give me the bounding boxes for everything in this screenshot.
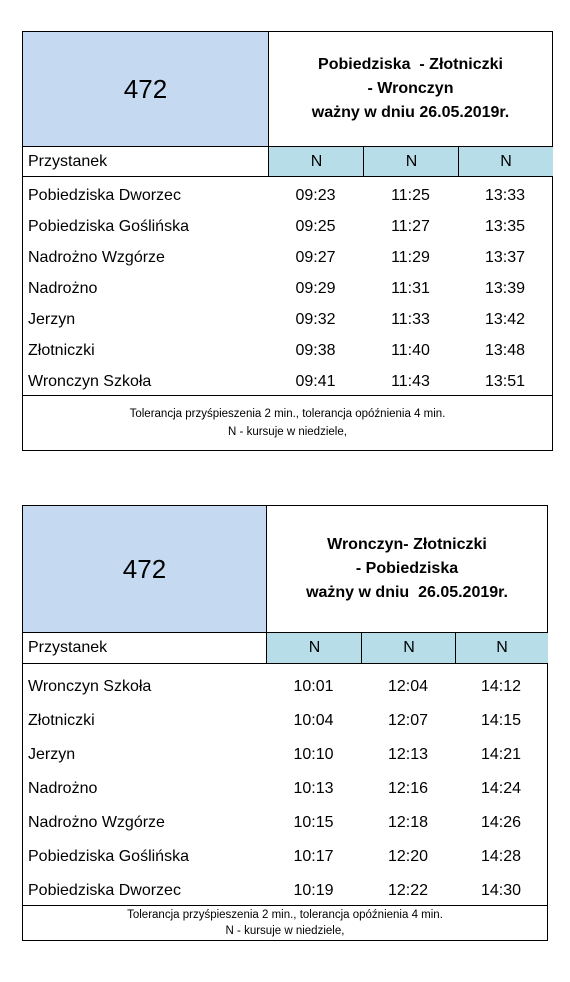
day-label: N [455, 633, 548, 663]
tolerance-note: Tolerancja przyśpieszenia 2 min., tolerancja opóźnienia 4 min. [129, 408, 446, 420]
table-row [23, 772, 547, 806]
departure-time: 09:32 [295, 311, 336, 328]
departure-time: 12:07 [387, 712, 429, 729]
table-row [23, 806, 547, 840]
departure-time: 12:20 [387, 848, 429, 865]
tolerance-note: Tolerancja przyśpieszenia 2 min., tolerancja opóźnienia 4 min. [127, 909, 443, 921]
route-line: - Pobiedziska [355, 560, 459, 577]
legend-note: N - kursuje w niedziele, [228, 426, 347, 438]
departure-time: 10:17 [293, 848, 334, 865]
line-number: 472 [23, 506, 267, 632]
departure-time: 11:40 [391, 342, 430, 359]
departure-time: 10:04 [293, 712, 334, 729]
table-row [23, 212, 552, 242]
departure-time: 09:23 [295, 187, 336, 204]
departure-time: 10:01 [293, 678, 334, 695]
departure-time: 13:39 [484, 280, 526, 297]
table-row [23, 738, 547, 772]
timetable-header [23, 32, 552, 147]
departure-time: 11:31 [391, 280, 430, 297]
departure-time: 11:27 [391, 218, 430, 235]
table-row [23, 305, 552, 335]
departure-time: 12:13 [387, 746, 429, 763]
route-line: Wronczyn- Złotniczki [327, 536, 487, 553]
departure-time: 13:33 [484, 187, 526, 204]
departure-time: 14:26 [480, 814, 522, 831]
departure-time: 12:04 [387, 678, 429, 695]
stop-name: Pobiedziska Dworzec [28, 187, 181, 204]
departure-time: 11:43 [391, 373, 430, 390]
stop-name: Pobiedziska Dworzec [28, 882, 181, 899]
departure-time: 10:13 [293, 780, 334, 797]
departure-time: 10:19 [293, 882, 334, 899]
stop-name: Wronczyn Szkoła [28, 678, 152, 695]
route-line: Pobiedziska - Złotniczki [318, 56, 503, 73]
route-title [269, 32, 552, 146]
departure-time: 13:42 [484, 311, 526, 328]
stop-name: Złotniczki [28, 342, 95, 359]
departure-time: 09:27 [295, 249, 336, 266]
line-number: 472 [23, 32, 269, 146]
departure-time: 09:38 [295, 342, 336, 359]
departure-time: 11:25 [391, 187, 430, 204]
stop-name: Nadrożno [28, 280, 98, 297]
departure-time: 09:25 [295, 218, 336, 235]
timetable-header [23, 506, 547, 633]
departure-time: 12:22 [387, 882, 429, 899]
table-row [23, 704, 547, 738]
departure-time: 09:41 [295, 373, 336, 390]
route-line: ważny w dniu 26.05.2019r. [311, 104, 510, 121]
day-label: N [266, 633, 362, 663]
departure-time: 14:24 [480, 780, 522, 797]
stop-name: Jerzyn [28, 311, 76, 328]
departure-time: 14:12 [480, 678, 522, 695]
stop-name: Jerzyn [28, 746, 76, 763]
departure-time: 09:29 [295, 280, 336, 297]
stop-name: Nadrożno [28, 780, 98, 797]
table-row [23, 367, 552, 397]
departure-time: 13:35 [484, 218, 526, 235]
table-row [23, 243, 552, 273]
departure-time: 13:48 [484, 342, 526, 359]
timetable-notes [23, 395, 552, 450]
stop-name: Złotniczki [28, 712, 95, 729]
departure-time: 13:37 [484, 249, 526, 266]
departure-time: 14:28 [480, 848, 522, 865]
legend-note: N - kursuje w niedziele, [225, 925, 345, 937]
table-row [23, 670, 547, 704]
stop-column-header: Przystanek [28, 152, 108, 170]
day-label: N [361, 633, 456, 663]
table-row [23, 840, 547, 874]
day-label: N [268, 147, 364, 176]
column-header-row [23, 147, 552, 177]
day-label: N [363, 147, 459, 176]
stop-name: Pobiedziska Goślińska [28, 848, 189, 865]
column-header-row [23, 633, 547, 664]
departure-time: 10:15 [293, 814, 334, 831]
departure-time: 14:15 [480, 712, 522, 729]
day-label: N [458, 147, 553, 176]
stop-column-header: Przystanek [28, 639, 108, 656]
departure-time: 11:29 [391, 249, 430, 266]
stop-name: Wronczyn Szkoła [28, 373, 152, 390]
stop-name: Nadrożno Wzgórze [28, 814, 165, 831]
departure-time: 11:33 [391, 311, 430, 328]
timetable-notes [23, 905, 547, 940]
stop-name: Nadrożno Wzgórze [28, 249, 165, 266]
route-line: - Wronczyn [367, 80, 454, 97]
table-row [23, 874, 547, 908]
departure-time: 12:18 [387, 814, 429, 831]
table-row [23, 336, 552, 366]
departure-time: 13:51 [484, 373, 526, 390]
route-title [267, 506, 547, 632]
timetable-2 [22, 505, 548, 941]
stop-name: Pobiedziska Goślińska [28, 218, 189, 235]
table-row [23, 274, 552, 304]
table-row [23, 181, 552, 211]
departure-time: 14:30 [480, 882, 522, 899]
departure-time: 10:10 [293, 746, 334, 763]
route-line: ważny w dniu 26.05.2019r. [306, 584, 508, 601]
departure-time: 12:16 [387, 780, 429, 797]
timetable-1 [22, 31, 553, 451]
departure-time: 14:21 [480, 746, 522, 763]
